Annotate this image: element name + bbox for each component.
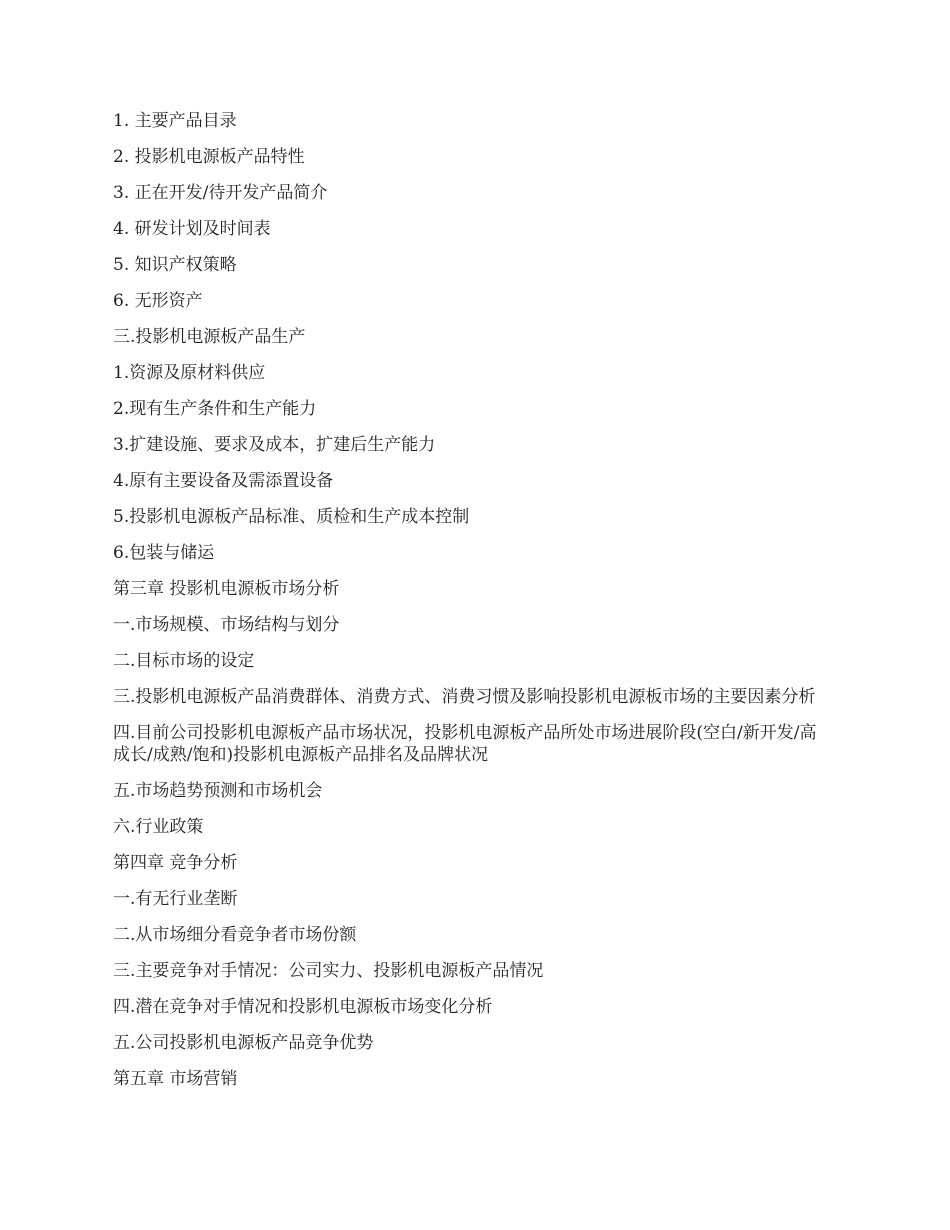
section-heading: 三.投影机电源板产品生产 — [113, 327, 306, 347]
toc-line: 1. 主要产品目录 — [113, 111, 237, 131]
toc-line: 6. 无形资产 — [113, 291, 203, 311]
toc-line: 二.从市场细分看竞争者市场份额 — [113, 925, 357, 945]
toc-line: 四.目前公司投影机电源板产品市场状况，投影机电源板产品所处市场进展阶段(空白/新开发/高成长/成熟/饱和)投影机电源板产品排名及品牌状况 — [113, 723, 817, 765]
toc-line: 5.投影机电源板产品标准、质检和生产成本控制 — [113, 507, 470, 527]
toc-line: 四.潜在竞争对手情况和投影机电源板市场变化分析 — [113, 997, 493, 1017]
chapter-heading: 第三章 投影机电源板市场分析 — [113, 579, 340, 599]
toc-line: 2.现有生产条件和生产能力 — [113, 399, 317, 419]
toc-line: 1.资源及原材料供应 — [113, 363, 266, 383]
toc-line: 6.包装与储运 — [113, 543, 215, 563]
toc-line: 六.行业政策 — [113, 817, 204, 837]
toc-line: 3.扩建设施、要求及成本，扩建后生产能力 — [113, 435, 436, 455]
toc-line: 二.目标市场的设定 — [113, 651, 255, 671]
toc-line: 4. 研发计划及时间表 — [113, 219, 271, 239]
toc-line: 五.公司投影机电源板产品竞争优势 — [113, 1033, 374, 1053]
toc-line: 三.主要竞争对手情况：公司实力、投影机电源板产品情况 — [113, 961, 544, 981]
toc-line: 一.有无行业垄断 — [113, 889, 238, 909]
toc-line: 4.原有主要设备及需添置设备 — [113, 471, 334, 491]
toc-line: 3. 正在开发/待开发产品简介 — [113, 183, 328, 203]
chapter-heading: 第五章 市场营销 — [113, 1069, 238, 1089]
toc-line: 2. 投影机电源板产品特性 — [113, 147, 305, 167]
chapter-heading: 第四章 竞争分析 — [113, 853, 238, 873]
toc-line: 一.市场规模、市场结构与划分 — [113, 615, 340, 635]
toc-line: 三.投影机电源板产品消费群体、消费方式、消费习惯及影响投影机电源板市场的主要因素分析 — [113, 687, 816, 707]
toc-line: 五.市场趋势预测和市场机会 — [113, 781, 323, 801]
toc-line: 5. 知识产权策略 — [113, 255, 237, 275]
document-page — [113, 110, 833, 1104]
